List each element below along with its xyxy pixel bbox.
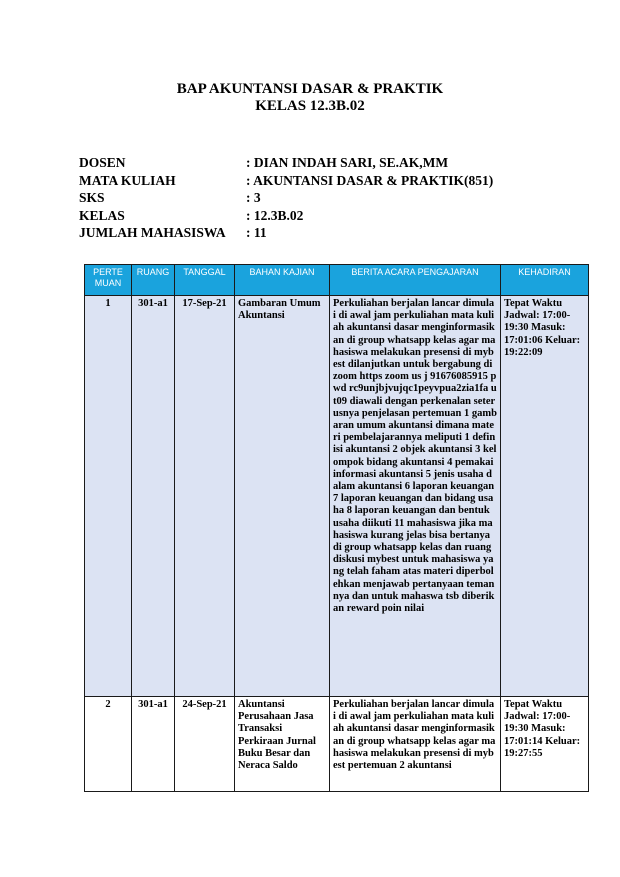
info-value: : 3: [246, 190, 261, 205]
cell-ruang: 301-a1: [132, 296, 175, 697]
cell-berita-acara: Perkuliahan berjalan lancar dimulai di awal jam perkuliahan mata kuliah akuntansi dasar menginformasikan di group whatsapp kelas agar mahasiswa melakukan presensi di mybest dilanjutkan untuk bergabung di zoom https zoom us j 91676085915 pwd rc9unjbjvujqc1peyvpua2zia1fa ut09 diawali dengan perkenalan seterusnya penjelasan pertemuan 1 gambaran umum akuntansi dimana materi pembelajarannya meliputi 1 definisi akuntansi 2 objek akuntansi 3 kelompok bidang akuntansi 4 pemakai informasi akuntansi 5 jenis usaha dalam akuntansi 6 laporan keuangan 7 laporan keuangan dan bidang usaha 8 laporan keuangan dan bentuk usaha diikuti 11 mahasiswa jika mahasiswa kurang jelas bisa bertanya di group whatsapp kelas dan ruang diskusi mybest untuk mahasiswa yang telah faham atas materi diperbolehkan menjawab pertanyaan temannya dan untuk mahaswa tsb diberikan reward poin nilai: [330, 296, 501, 697]
info-label: SKS: [79, 190, 105, 205]
document-title: BAP AKUNTANSI DASAR & PRAKTIK: [176, 81, 444, 97]
cell-pertemuan: 1: [85, 296, 132, 697]
cell-pertemuan: 2: [85, 697, 132, 792]
document-subtitle: KELAS 12.3B.02: [255, 98, 365, 114]
info-value: : 11: [246, 225, 267, 240]
cell-tanggal: 17-Sep-21: [175, 296, 235, 697]
info-label: JUMLAH MAHASISWA: [79, 225, 226, 240]
cell-kehadiran: Tepat Waktu Jadwal: 17:00-19:30 Masuk: 17:01:14 Keluar: 19:27:55: [501, 697, 589, 792]
info-value: : AKUNTANSI DASAR & PRAKTIK(851): [246, 172, 494, 188]
header-kehadiran: KEHADIRAN: [501, 265, 589, 296]
info-row-dosen: [79, 154, 493, 172]
cell-bahan-kajian: Gambaran Umum Akuntansi: [235, 296, 330, 697]
cell-tanggal: 24-Sep-21: [175, 697, 235, 792]
info-row-sks: [79, 189, 493, 207]
bap-table: [84, 264, 589, 792]
table-row: [85, 296, 589, 697]
cell-ruang: 301-a1: [132, 697, 175, 792]
cell-berita-acara: Perkuliahan berjalan lancar dimulai di awal jam perkuliahan mata kuliah akuntansi dasar menginformasikan di group whatsapp kelas agar mahasiswa melakukan presensi di mybest pertemuan 2 akuntansi: [330, 697, 501, 792]
info-label: KELAS: [79, 207, 125, 223]
table-row: [85, 697, 589, 792]
info-row-jumlah-mahasiswa: [79, 224, 493, 242]
header-tanggal: TANGGAL: [175, 265, 235, 296]
cell-kehadiran: Tepat Waktu Jadwal: 17:00-19:30 Masuk: 17:01:06 Keluar: 19:22:09: [501, 296, 589, 697]
header-berita-acara: BERITA ACARA PENGAJARAN: [330, 265, 501, 296]
info-row-kelas: [79, 207, 493, 225]
info-label: MATA KULIAH: [79, 172, 176, 188]
info-row-mata-kuliah: [79, 172, 493, 190]
header-pertemuan: PERTE MUAN: [85, 265, 132, 296]
info-value: : 12.3B.02: [246, 207, 304, 223]
course-info: [79, 154, 493, 242]
info-label: DOSEN: [79, 155, 126, 170]
info-value: : DIAN INDAH SARI, SE.AK,MM: [246, 155, 449, 170]
table-header-row: [85, 265, 589, 296]
cell-bahan-kajian: Akuntansi Perusahaan Jasa Transaksi Perkiraan Jurnal Buku Besar dan Neraca Saldo: [235, 697, 330, 792]
header-bahan-kajian: BAHAN KAJIAN: [235, 265, 330, 296]
header-ruang: RUANG: [132, 265, 175, 296]
